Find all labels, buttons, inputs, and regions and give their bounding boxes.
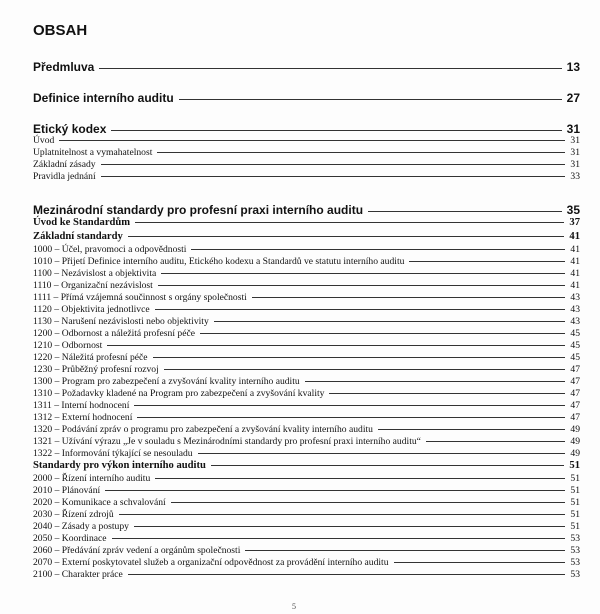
toc-entry-page: 43 <box>570 304 580 315</box>
toc-entry-title: 2070 – Externí poskytovatel služeb a organizační odpovědnost za provádění interního auditu <box>33 557 389 568</box>
toc-entry-page: 47 <box>570 376 580 387</box>
leader-line <box>368 211 562 212</box>
toc-entry-page: 31 <box>570 147 580 158</box>
toc-entry-page: 41 <box>570 280 580 291</box>
toc-entry-page: 41 <box>570 244 580 255</box>
toc-entry-page: 35 <box>566 203 580 217</box>
toc-entry-page: 31 <box>570 135 580 146</box>
toc-entry-title: 1210 – Odbornost <box>33 340 103 351</box>
toc-entry-page: 31 <box>570 159 580 170</box>
toc-entry-page: 47 <box>570 412 580 423</box>
toc-entry <box>33 497 580 508</box>
toc-entry <box>33 203 580 217</box>
leader-line <box>198 453 566 454</box>
toc-entry-page: 49 <box>570 424 580 435</box>
toc-entry-title: 2100 – Charakter práce <box>33 569 123 580</box>
toc-entry-title: Etický kodex <box>33 122 107 136</box>
toc-entry <box>33 171 580 182</box>
leader-line <box>134 526 565 527</box>
toc-entry <box>33 328 580 339</box>
toc-entry <box>33 569 580 580</box>
toc-entry-page: 27 <box>566 91 580 105</box>
toc-entry-page: 45 <box>570 340 580 351</box>
leader-line <box>305 381 566 382</box>
toc-entry <box>33 231 580 242</box>
toc-entry-title: 2060 – Předávání zpráv vedení a orgánům společnosti <box>33 545 241 556</box>
toc-entry-page: 51 <box>570 485 580 496</box>
leader-line <box>191 249 565 250</box>
toc-entry <box>33 521 580 532</box>
toc-entry-page: 37 <box>569 217 580 228</box>
toc-entry <box>33 400 580 411</box>
toc-entry-title: 1010 – Přijetí Definice interního auditu, Etického kodexu a Standardů ve statutu interního auditu <box>33 256 405 267</box>
leader-line <box>135 222 564 223</box>
leader-line <box>111 130 561 131</box>
toc-entry <box>33 159 580 170</box>
toc-entry <box>33 436 580 447</box>
toc-entry <box>33 244 580 255</box>
toc-entry-title: Definice interního auditu <box>33 91 174 105</box>
toc-entry <box>33 340 580 351</box>
toc-entry <box>33 60 580 74</box>
leader-line <box>99 68 561 69</box>
toc-entry-page: 43 <box>570 292 580 303</box>
toc-entry <box>33 545 580 556</box>
toc-entry-page: 47 <box>570 400 580 411</box>
toc-entry-title: 1311 – Interní hodnocení <box>33 400 130 411</box>
leader-line <box>134 405 565 406</box>
toc-entry-title: Předmluva <box>33 60 95 74</box>
toc-entry-page: 51 <box>570 473 580 484</box>
leader-line <box>155 309 566 310</box>
toc-entry-title: Základní zásady <box>33 159 96 170</box>
toc-entry <box>33 424 580 435</box>
toc-entry-title: 1000 – Účel, pravomoci a odpovědnosti <box>33 244 187 255</box>
leader-line <box>128 236 565 237</box>
toc-entry-page: 13 <box>566 60 580 74</box>
leader-line <box>161 273 565 274</box>
toc-entry-title: Standardy pro výkon interního auditu <box>33 460 206 471</box>
toc-entry-page: 53 <box>570 533 580 544</box>
toc-entry <box>33 352 580 363</box>
toc-entry <box>33 364 580 375</box>
leader-line <box>164 369 566 370</box>
toc-entry <box>33 460 580 471</box>
toc-entry-page: 49 <box>570 448 580 459</box>
toc-entry <box>33 268 580 279</box>
toc-entry-title: 2010 – Plánování <box>33 485 101 496</box>
toc-entry <box>33 304 580 315</box>
toc-entry-title: 2000 – Řízení interního auditu <box>33 473 151 484</box>
toc-entry-page: 53 <box>570 545 580 556</box>
leader-line <box>200 333 565 334</box>
toc-entry-title: 2050 – Koordinace <box>33 533 107 544</box>
toc-entry-title: 1110 – Organizační nezávislost <box>33 280 153 291</box>
leader-line <box>157 152 565 153</box>
toc-entry-title: 2020 – Komunikace a schvalování <box>33 497 166 508</box>
toc-entry <box>33 280 580 291</box>
toc-entry-title: 1300 – Program pro zabezpečení a zvyšování kvality interního auditu <box>33 376 300 387</box>
leader-line <box>329 393 565 394</box>
leader-line <box>137 417 565 418</box>
toc-entry <box>33 448 580 459</box>
toc-entry-page: 51 <box>570 521 580 532</box>
toc-entry-page: 53 <box>570 569 580 580</box>
toc-entry <box>33 473 580 484</box>
leader-line <box>426 441 565 442</box>
leader-line <box>101 164 566 165</box>
toc-entry <box>33 557 580 568</box>
toc-entry-page: 51 <box>569 460 580 471</box>
toc-entry <box>33 485 580 496</box>
toc-entry-page: 51 <box>570 509 580 520</box>
toc-entry-title: 1322 – Informování týkající se nesouladu <box>33 448 193 459</box>
leader-line <box>112 538 566 539</box>
toc-entry-title: 2030 – Řízení zdrojů <box>33 509 114 520</box>
toc-entry-page: 43 <box>570 316 580 327</box>
leader-line <box>155 478 565 479</box>
leader-line <box>158 285 566 286</box>
toc-entry <box>33 412 580 423</box>
toc-entry-title: 1321 – Užívání výrazu „Je v souladu s Mezinárodními standardy pro profesní praxi interního auditu“ <box>33 436 421 447</box>
toc-entry-title: Úvod <box>33 135 55 146</box>
page-title: OBSAH <box>33 22 88 39</box>
leader-line <box>252 297 566 298</box>
toc-entry <box>33 135 580 146</box>
toc-entry <box>33 91 580 105</box>
toc-entry-title: 1120 – Objektivita jednotlivce <box>33 304 150 315</box>
toc-entry-page: 53 <box>570 557 580 568</box>
toc-entry <box>33 509 580 520</box>
leader-line <box>101 176 566 177</box>
toc-entry-title: 1220 – Náležitá profesní péče <box>33 352 148 363</box>
toc-entry <box>33 217 580 228</box>
leader-line <box>214 321 566 322</box>
toc-entry-page: 41 <box>569 231 580 242</box>
toc-entry-title: 1320 – Podávání zpráv o programu pro zabezpečení a zvyšování kvality interního auditu <box>33 424 373 435</box>
toc-entry-page: 51 <box>570 497 580 508</box>
leader-line <box>409 261 565 262</box>
toc-entry-page: 49 <box>570 436 580 447</box>
leader-line <box>128 574 566 575</box>
toc-entry-page: 33 <box>570 171 580 182</box>
toc-entry-page: 47 <box>570 364 580 375</box>
toc-entry-page: 47 <box>570 388 580 399</box>
toc-entry-title: 1200 – Odbornost a náležitá profesní péče <box>33 328 195 339</box>
toc-entry-title: 1230 – Průběžný profesní rozvoj <box>33 364 159 375</box>
toc-entry-page: 45 <box>570 352 580 363</box>
toc-entry-title: Základní standardy <box>33 231 123 242</box>
leader-line <box>394 562 566 563</box>
toc-entry-title: 1100 – Nezávislost a objektivita <box>33 268 157 279</box>
leader-line <box>245 550 565 551</box>
toc-entry <box>33 122 580 136</box>
leader-line <box>119 514 566 515</box>
leader-line <box>378 429 565 430</box>
toc-entry-title: 1130 – Narušení nezávislosti nebo objektivity <box>33 316 209 327</box>
toc-entry-title: 1310 – Požadavky kladené na Program pro zabezpečení a zvyšování kvality <box>33 388 325 399</box>
leader-line <box>211 465 565 466</box>
toc-entry <box>33 533 580 544</box>
toc-entry-title: Uplatnitelnost a vymahatelnost <box>33 147 153 158</box>
toc-entry <box>33 147 580 158</box>
toc-entry-title: Mezinárodní standardy pro profesní praxi interního auditu <box>33 203 364 217</box>
toc-entry-page: 41 <box>570 268 580 279</box>
toc-entry-title: Pravidla jednání <box>33 171 96 182</box>
toc-entry-page: 45 <box>570 328 580 339</box>
toc-entry <box>33 376 580 387</box>
toc-entry <box>33 316 580 327</box>
leader-line <box>171 502 566 503</box>
leader-line <box>153 357 566 358</box>
toc-entry <box>33 256 580 267</box>
leader-line <box>59 140 565 141</box>
toc-entry-title: 1312 – Externí hodnocení <box>33 412 133 423</box>
toc-entry <box>33 388 580 399</box>
leader-line <box>105 490 565 491</box>
leader-line <box>179 99 562 100</box>
toc-entry-title: 2040 – Zásady a postupy <box>33 521 129 532</box>
toc-entry-page: 41 <box>570 256 580 267</box>
toc-entry <box>33 292 580 303</box>
toc-entry-title: 1111 – Přímá vzájemná součinnost s orgány společnosti <box>33 292 247 303</box>
toc-entry-title: Úvod ke Standardům <box>33 217 131 228</box>
page-number: 5 <box>292 602 296 611</box>
leader-line <box>107 345 565 346</box>
toc-entry-page: 31 <box>566 122 580 136</box>
